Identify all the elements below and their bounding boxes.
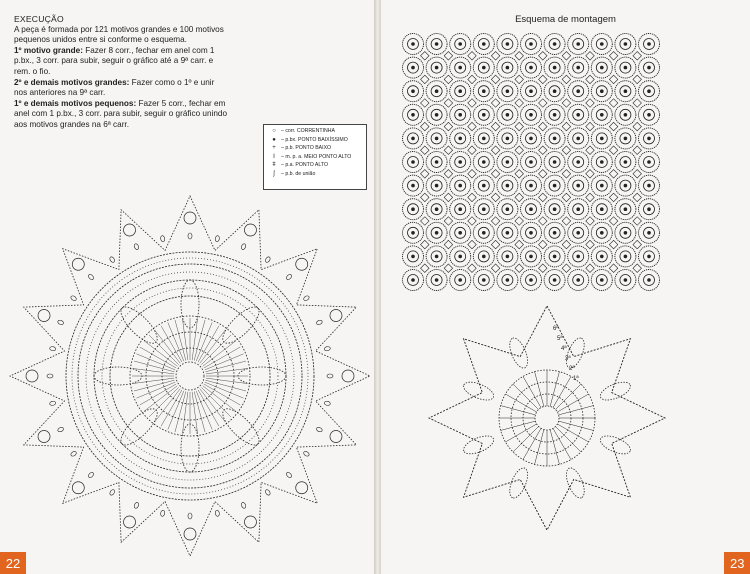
intro-text: A peça é formada por 121 motivos grandes e 100 motivos pequenos unidos entre si conforme o esquema. (14, 24, 224, 45)
legend-text: – m. p. a. MEIO PONTO ALTO (281, 153, 352, 160)
round-label: 3ª (565, 356, 571, 362)
step3-text: Fazer 5 corr., fechar em anel com 1 p.bx., 3 corr. para subir, seguir o gráfico unindo aos motivos grandes na 6ª carr. (14, 98, 227, 129)
double-crochet-symbol-icon: ǂ (272, 162, 276, 169)
legend-text: – p.b. PONTO BAIXO (281, 145, 332, 152)
left-page (0, 0, 374, 574)
round-label: 2ª (569, 366, 575, 372)
right-page (381, 0, 750, 574)
slip-stitch-symbol-icon: ● (272, 136, 276, 143)
round-label: 6ª (553, 326, 559, 332)
legend-row (267, 170, 363, 179)
step2-text: Fazer como o 1º e unir nos anteriores na 9ª carr. (14, 77, 215, 98)
legend-row (267, 161, 363, 170)
legend-text: – p.b. de união (281, 170, 316, 177)
assembly-diagram (401, 32, 663, 296)
legend-row (267, 153, 363, 162)
book-gutter (374, 0, 381, 574)
single-crochet-symbol-icon: + (272, 145, 276, 152)
chain-symbol-icon: ○ (272, 128, 276, 134)
legend-text: – p.bx. PONTO BAIXÍSSIMO (281, 136, 348, 143)
legend-text: – p.a. PONTO ALTO (281, 162, 328, 169)
legend-row (267, 136, 363, 145)
large-motif-chart (0, 180, 374, 574)
round-label: 5ª (557, 336, 563, 342)
instructions (14, 14, 229, 131)
step3-label: 1º e demais motivos pequenos: (14, 98, 137, 108)
step1-label: 1º motivo grande: (14, 45, 83, 55)
page-number-right: 23 (724, 552, 750, 574)
round-label: 4ª (561, 346, 567, 352)
assembly-title: Esquema de montagem (515, 14, 616, 25)
legend-row (267, 144, 363, 153)
instructions-heading: EXECUÇÃO (14, 14, 64, 24)
small-motif-chart (397, 296, 697, 536)
legend-row (267, 127, 363, 136)
round-label: 1ª (573, 376, 579, 382)
step1-text: Fazer 8 corr., fechar em anel com 1 p.bx., 3 corr. para subir, seguir o gráfico até a 9ª carr. e rem. o fio. (14, 45, 215, 76)
page-number-left: 22 (0, 552, 26, 574)
legend-text: – corr. CORRENTINHA (281, 128, 335, 134)
half-double-symbol-icon: Ⅰ (273, 153, 275, 160)
step2-label: 2º e demais motivos grandes: (14, 77, 130, 87)
join-stitch-symbol-icon: ʃ (273, 170, 275, 177)
